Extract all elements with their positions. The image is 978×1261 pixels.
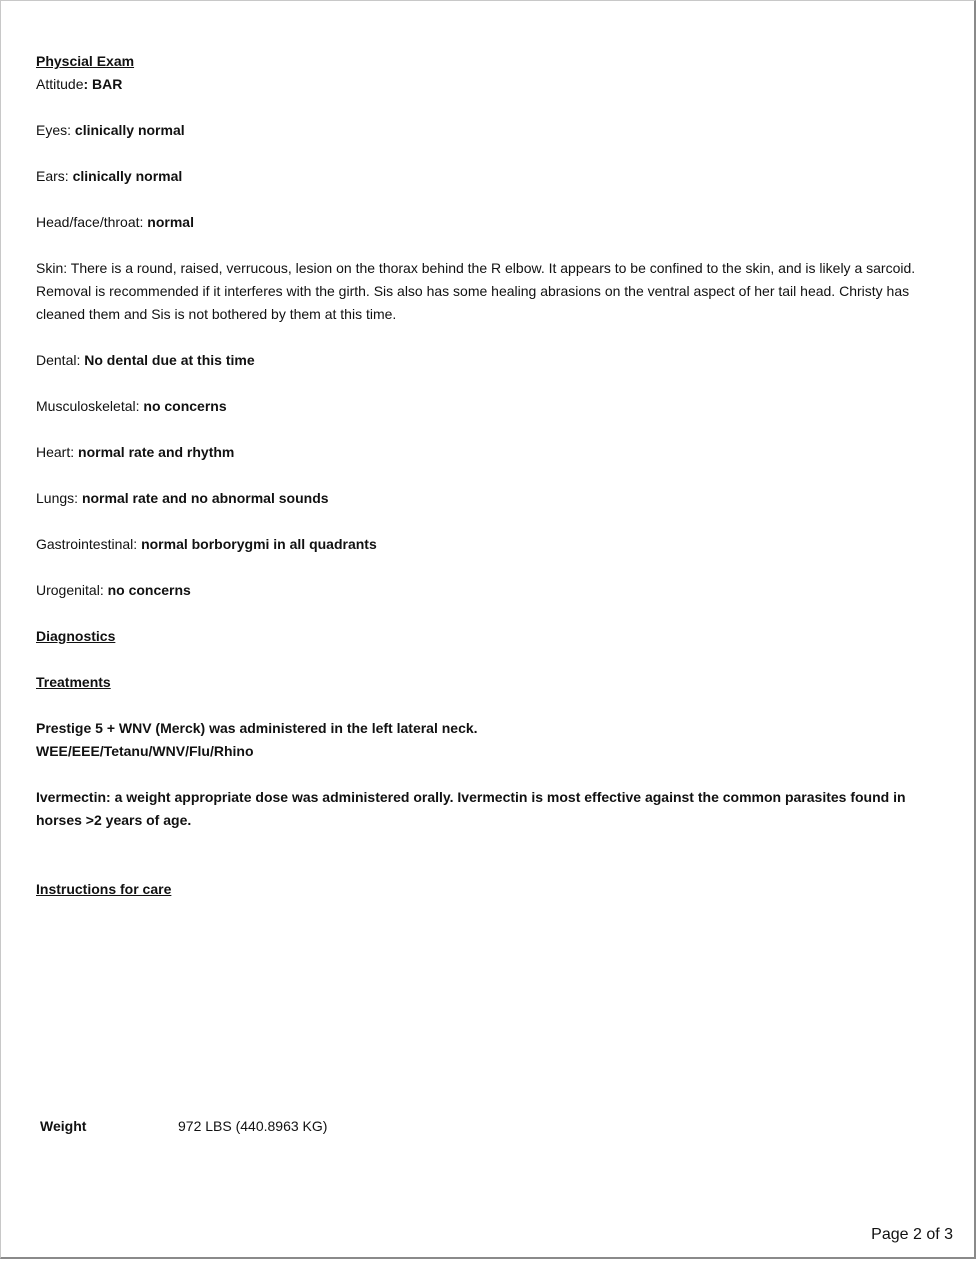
heart-label: Heart:	[36, 444, 75, 460]
ears-row	[36, 165, 916, 188]
eyes-label: Eyes:	[36, 122, 72, 138]
gastro-row	[36, 533, 916, 556]
skin-paragraph: Skin: There is a round, raised, verrucous, lesion on the thorax behind the R elbow. It appears to be confined to the skin, and is likely a sarcoid. Removal is recommended if it interferes with the girth. Sis also has some healing abrasions on the ventral aspect of her tail head. Christy has cleaned them and Sis is not bothered by them at this time.	[36, 260, 916, 322]
care-instructions-heading: Instructions for care	[36, 881, 172, 897]
dental-value: No dental due at this time	[84, 352, 255, 368]
diagnostics-heading: Diagnostics	[36, 628, 116, 644]
exam-content	[36, 50, 916, 901]
musculoskeletal-label: Musculoskeletal:	[36, 398, 140, 414]
gastro-label: Gastrointestinal:	[36, 536, 138, 552]
ears-label: Ears:	[36, 168, 69, 184]
gastro-value: normal borborygmi in all quadrants	[141, 536, 377, 552]
eyes-value: clinically normal	[74, 122, 185, 138]
ivermectin-paragraph: Ivermectin: a weight appropriate dose was administered orally. Ivermectin is most effective against the common parasites found in horses >2 years of age.	[36, 789, 906, 828]
head-label: Head/face/throat:	[36, 214, 144, 230]
lungs-label: Lungs:	[36, 490, 79, 506]
ears-value: clinically normal	[72, 168, 183, 184]
weight-row	[40, 1115, 327, 1138]
lungs-row	[36, 487, 916, 510]
head-row	[36, 211, 916, 234]
musculoskeletal-row	[36, 395, 916, 418]
attitude-value: : BAR	[83, 76, 123, 92]
lungs-value: normal rate and no abnormal sounds	[81, 490, 329, 506]
vaccine-line-2: WEE/EEE/Tetanu/WNV/Flu/Rhino	[36, 743, 254, 759]
dental-label: Dental:	[36, 352, 81, 368]
weight-value: 972 LBS (440.8963 KG)	[178, 1118, 328, 1134]
weight-label: Weight	[40, 1118, 87, 1134]
vaccine-line-1: Prestige 5 + WNV (Merck) was administered in the left lateral neck.	[36, 720, 478, 736]
physical-exam-heading: Physcial Exam	[36, 53, 135, 69]
uro-row	[36, 579, 916, 602]
head-value: normal	[147, 214, 194, 230]
treatments-heading: Treatments	[36, 674, 111, 690]
dental-row	[36, 349, 916, 372]
heart-row	[36, 441, 916, 464]
uro-label: Urogenital:	[36, 582, 104, 598]
attitude-label: Attitude	[36, 76, 84, 92]
uro-value: no concerns	[107, 582, 191, 598]
page-number: Page 2 of 3	[871, 1226, 953, 1243]
heart-value: normal rate and rhythm	[78, 444, 235, 460]
attitude-row	[36, 73, 916, 96]
musculoskeletal-value: no concerns	[143, 398, 227, 414]
eyes-row	[36, 119, 916, 142]
